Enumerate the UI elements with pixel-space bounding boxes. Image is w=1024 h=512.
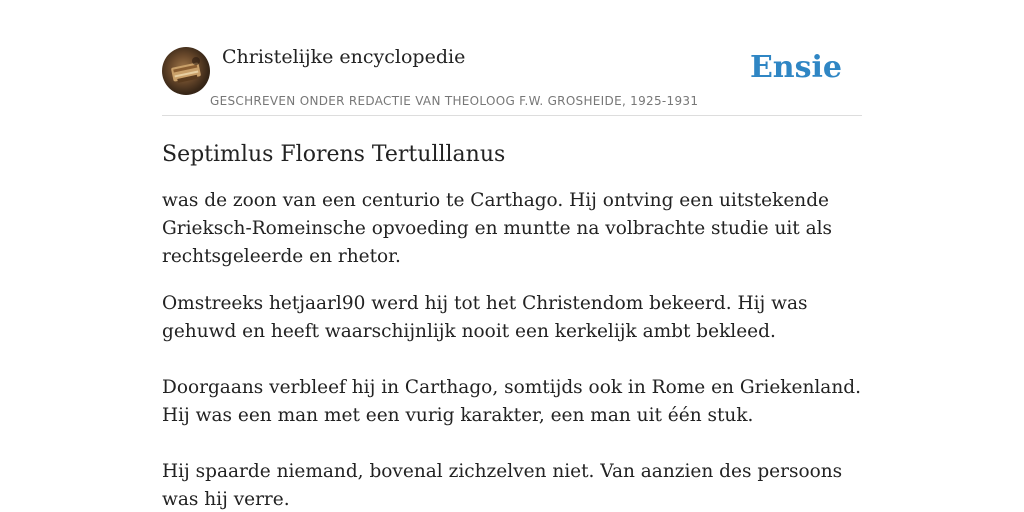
article-paragraph: Omstreeks hetjaarl90 werd hij tot het Christendom bekeerd. Hij was gehuwd en heeft waarschijnlijk nooit een kerkelijk ambt bekleed. (162, 293, 808, 342)
paragraph-gap (162, 346, 862, 374)
brand-logo[interactable]: Ensie (749, 50, 842, 85)
article-paragraph: Hij spaarde niemand, bovenal zichzelven niet. Van aanzien des persoons was hij verre. (162, 461, 843, 510)
paragraph-gap (162, 430, 862, 458)
article (162, 140, 862, 512)
site-title[interactable]: Christelijke encyclopedie (222, 46, 466, 68)
header-divider (162, 115, 862, 116)
article-paragraph: was de zoon van een centurio te Carthago. Hij ontving een uitstekende Grieksch-Romeinsche opvoeding en muntte na volbrachte studie uit als rechtsgeleerde en rhetor. (162, 190, 833, 267)
site-subtitle: GESCHREVEN ONDER REDACTIE VAN THEOLOOG F.W. GROSHEIDE, 1925-1931 (210, 94, 699, 108)
site-header (162, 44, 862, 116)
book-photo-icon (162, 47, 210, 95)
avatar[interactable] (162, 47, 210, 95)
article-paragraph: Doorgaans verbleef hij in Carthago, somtijds ook in Rome en Griekenland. Hij was een man met een vurig karakter, een man uit één stuk. (162, 377, 861, 426)
page-title: Septimlus Florens Tertulllanus (162, 142, 506, 167)
